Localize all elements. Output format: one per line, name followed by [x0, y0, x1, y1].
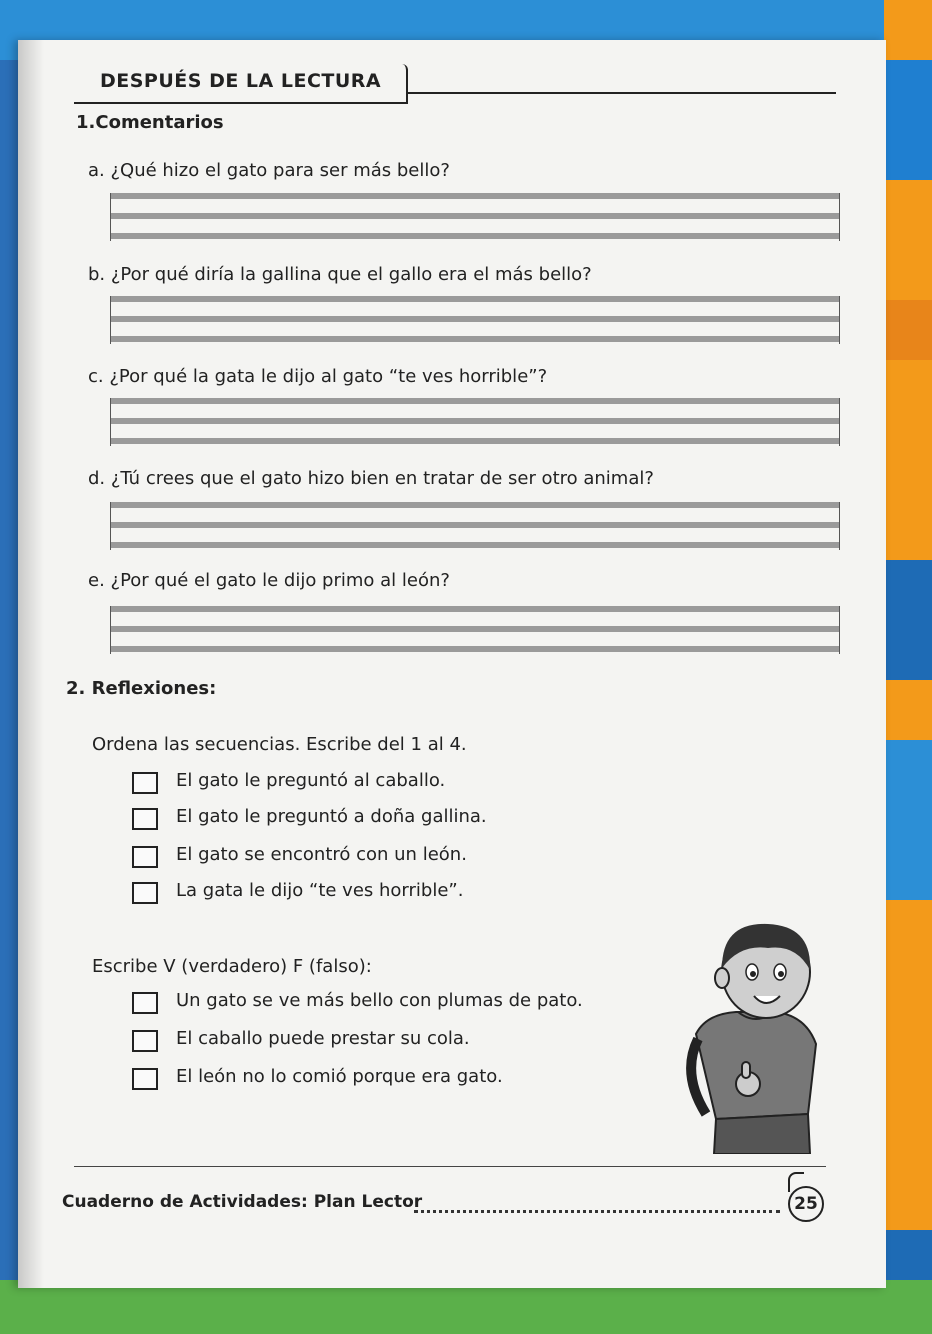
- order-item-text: El gato le preguntó al caballo.: [176, 770, 446, 791]
- answer-lines-b[interactable]: [110, 296, 840, 344]
- background-cover-bottom: [0, 1280, 932, 1334]
- answer-lines-d[interactable]: [110, 502, 840, 550]
- section-title-comentarios: 1.Comentarios: [76, 112, 224, 133]
- footer-label: Cuaderno de Actividades: Plan Lector: [62, 1192, 423, 1212]
- page-title: DESPUÉS DE LA LECTURA: [100, 70, 382, 92]
- tf-checkbox[interactable]: [132, 1068, 158, 1090]
- boy-illustration: [676, 914, 826, 1154]
- order-checkbox[interactable]: [132, 808, 158, 830]
- section-title-reflexiones: 2. Reflexiones:: [66, 678, 217, 699]
- answer-lines-c[interactable]: [110, 398, 840, 446]
- order-instruction: Ordena las secuencias. Escribe del 1 al 4.: [92, 734, 467, 755]
- tf-item-text: El caballo puede prestar su cola.: [176, 1028, 470, 1049]
- order-checkbox[interactable]: [132, 772, 158, 794]
- tf-item-text: Un gato se ve más bello con plumas de pato.: [176, 990, 583, 1011]
- background-band: [884, 300, 932, 360]
- tf-checkbox[interactable]: [132, 992, 158, 1014]
- order-item-text: El gato se encontró con un león.: [176, 844, 467, 865]
- answer-lines-a[interactable]: [110, 193, 840, 241]
- tf-item-text: El león no lo comió porque era gato.: [176, 1066, 503, 1087]
- background-band: [884, 740, 932, 900]
- tf-instruction: Escribe V (verdadero) F (falso):: [92, 956, 372, 977]
- order-item-text: El gato le preguntó a doña gallina.: [176, 806, 487, 827]
- page-spine-shadow: [18, 40, 44, 1288]
- order-checkbox[interactable]: [132, 846, 158, 868]
- answer-lines-e[interactable]: [110, 606, 840, 654]
- footer-dotted-leader: [414, 1196, 780, 1213]
- question-d: d. ¿Tú crees que el gato hizo bien en tratar de ser otro animal?: [88, 468, 654, 489]
- background-band: [884, 60, 932, 180]
- question-e: e. ¿Por qué el gato le dijo primo al león?: [88, 570, 450, 591]
- order-item-text: La gata le dijo “te ves horrible”.: [176, 880, 464, 901]
- tf-checkbox[interactable]: [132, 1030, 158, 1052]
- footer-rule: [74, 1166, 826, 1167]
- question-b: b. ¿Por qué diría la gallina que el gallo era el más bello?: [88, 264, 592, 285]
- question-a: a. ¿Qué hizo el gato para ser más bello?: [88, 160, 450, 181]
- question-c: c. ¿Por qué la gata le dijo al gato “te ves horrible”?: [88, 366, 548, 387]
- background-band: [884, 560, 932, 680]
- page-number: 25: [788, 1186, 824, 1222]
- order-checkbox[interactable]: [132, 882, 158, 904]
- header-rule: [406, 92, 836, 94]
